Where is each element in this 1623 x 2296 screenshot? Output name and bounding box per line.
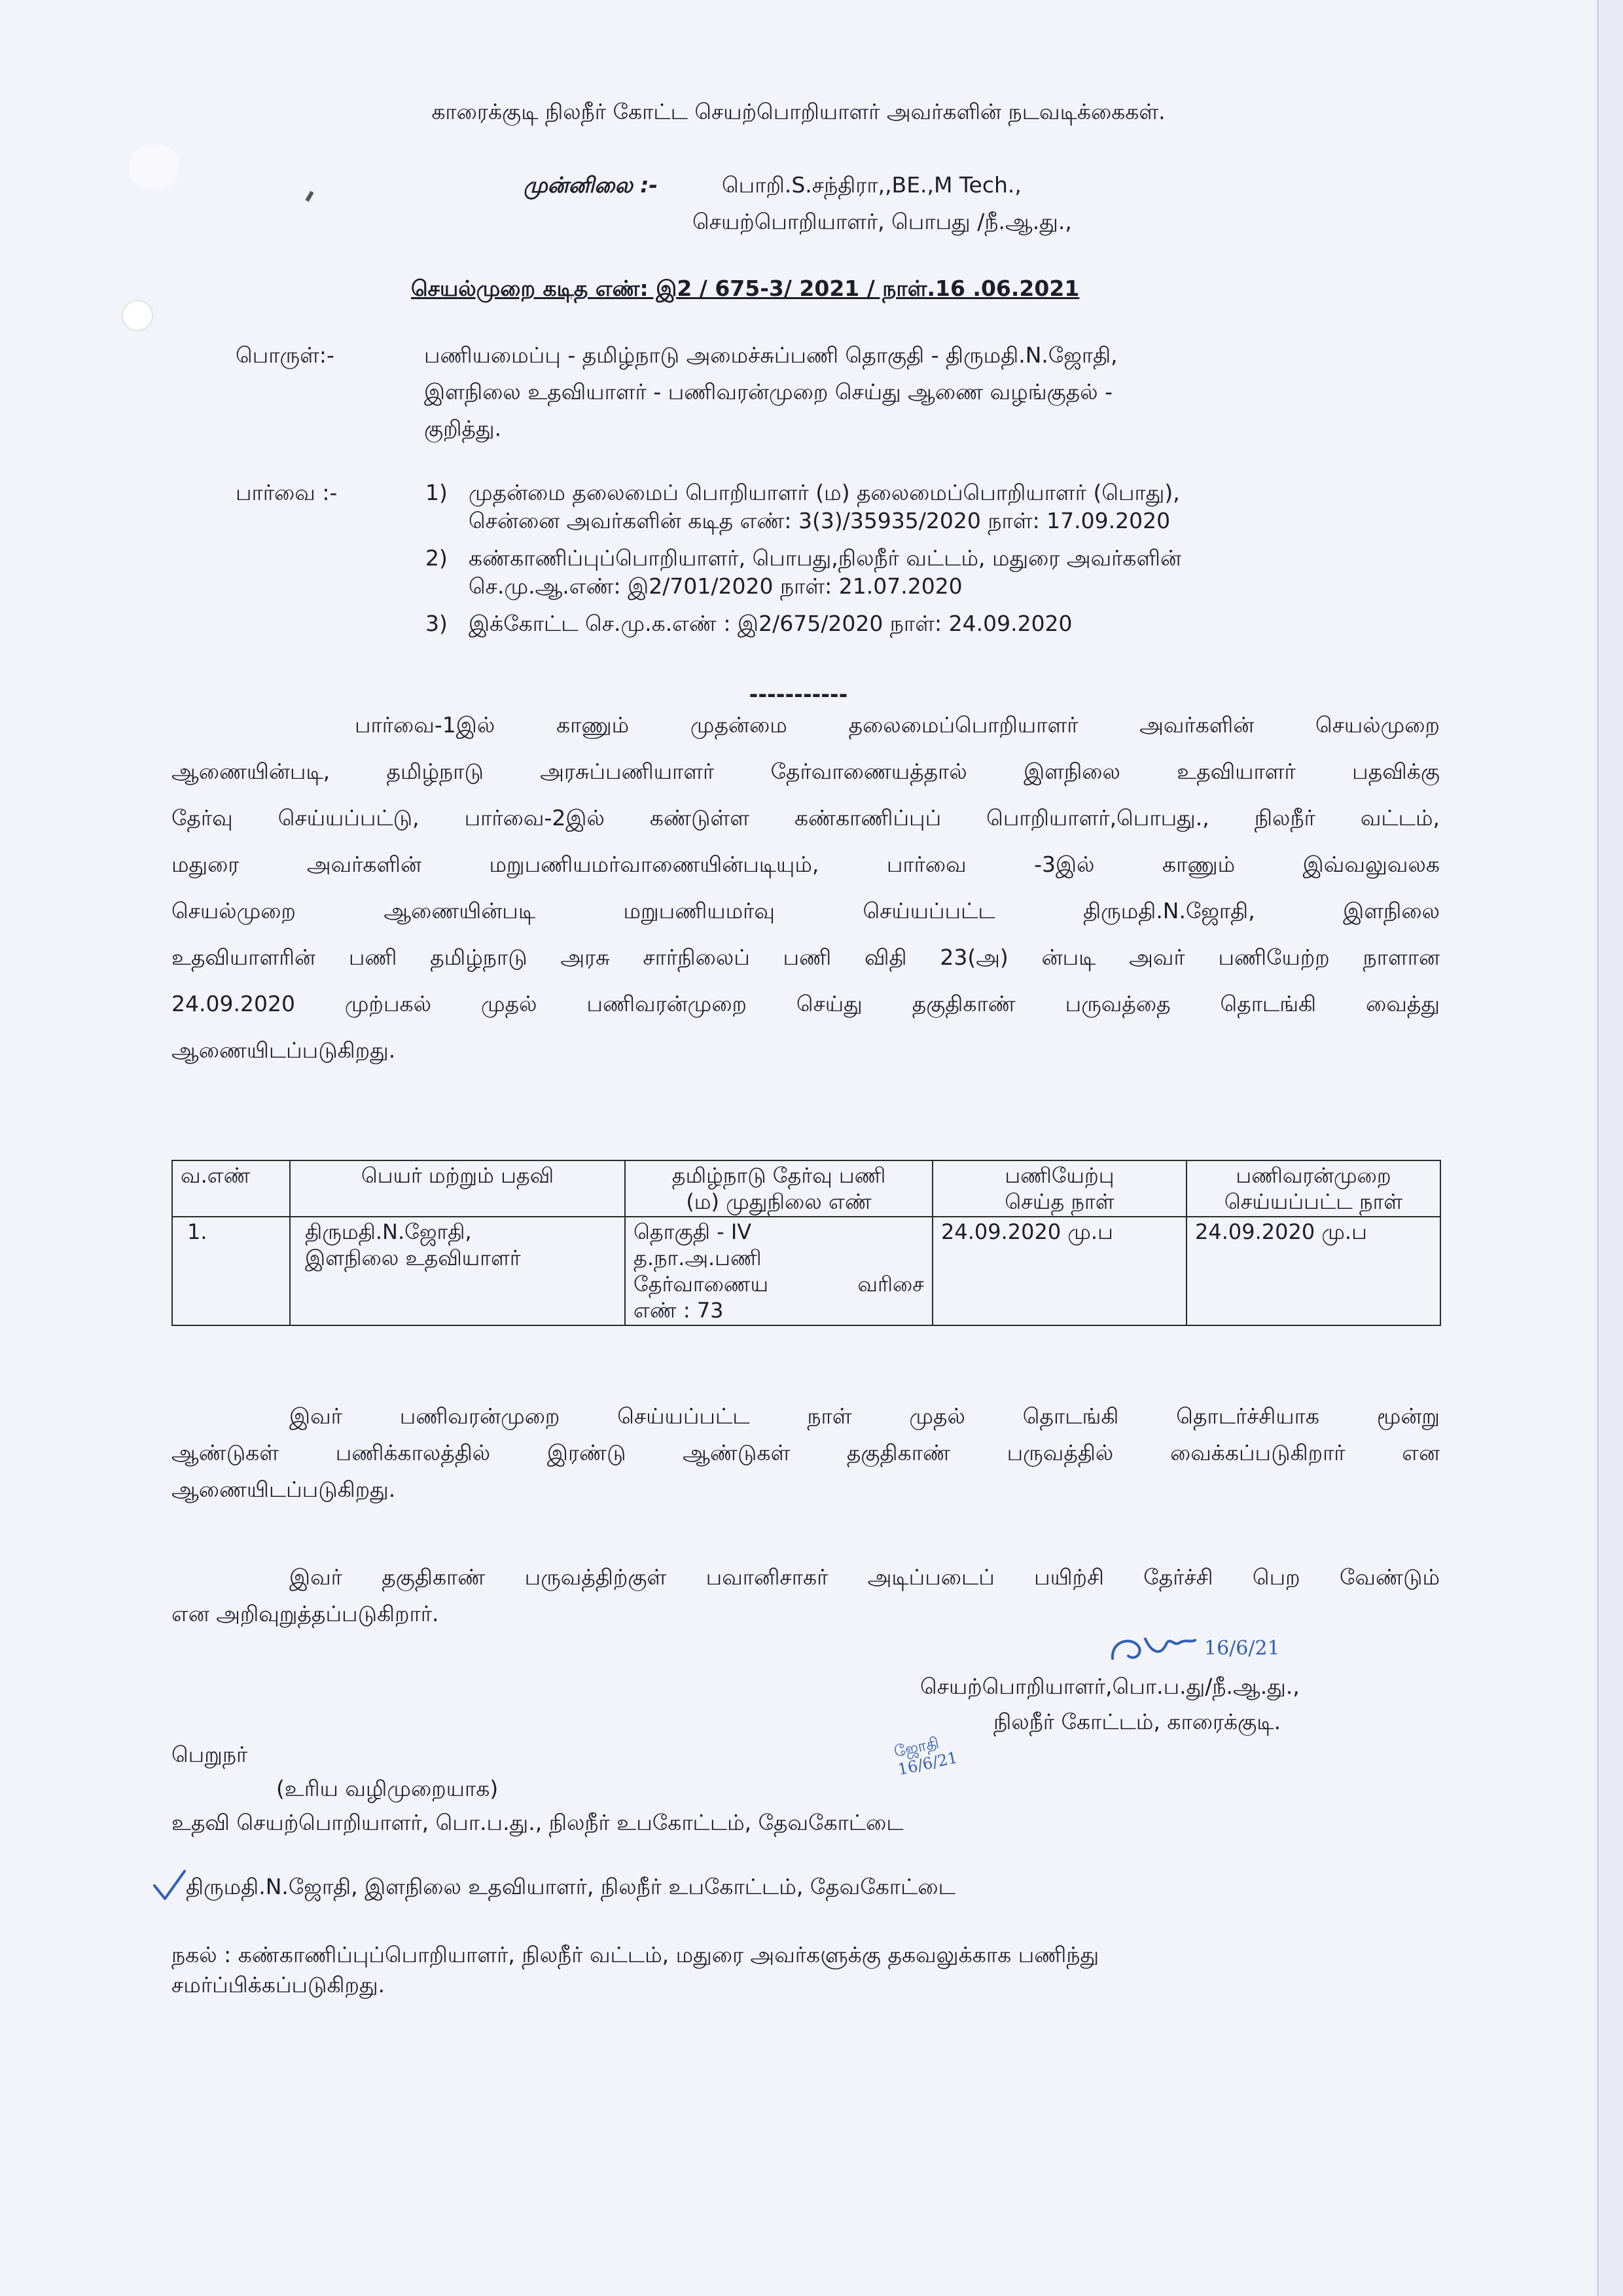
- paragraph-line: ஆண்டுகள் பணிக்காலத்தில் இரண்டு ஆண்டுகள் தகுதிகாண் பருவத்தில் வைக்கப்படுகிறார் என: [171, 1440, 1440, 1465]
- paragraph-line: ஆணையிடப்படுகிறது.: [171, 1037, 396, 1063]
- subject-label: பொருள்:-: [236, 342, 334, 368]
- copy-line: நகல் : கண்காணிப்புப்பொறியாளர், நிலநீர் வட்டம், மதுரை அவர்களுக்கு தகவலுக்காக பணிந்து: [171, 1942, 1099, 1967]
- body-paragraph-1: [171, 702, 1440, 1073]
- paragraph-line: மதுரை அவர்களின் மறுபணியமர்வாணையின்படியும், பார்வை -3இல் காணும் இவ்வலுவலக: [171, 852, 1440, 877]
- header-joining: பணியேற்பு செய்த நாள்: [933, 1160, 1186, 1217]
- presence-designation: செயற்பொறியாளர், பொபது /நீ.ஆ.து.,: [692, 209, 1072, 234]
- reference-line: முதன்மை தலைமைப் பொறியாளர் (ம) தலைமைப்பொறியாளர் (பொது),: [469, 480, 1180, 505]
- received-note: ஜோதி 16/6/21: [892, 1733, 959, 1779]
- references-label: பார்வை :-: [236, 480, 338, 505]
- signatory-office: நிலநீர் கோட்டம், காரைக்குடி.: [993, 1709, 1281, 1734]
- header-regularisation: பணிவரன்முறை செய்யப்பட்ட நாள்: [1186, 1160, 1440, 1217]
- paragraph-line: ஆணையின்படி, தமிழ்நாடு அரசுப்பணியாளர் தேர்வாணையத்தால் இளநிலை உதவியாளர் பதவிக்கு: [171, 759, 1440, 784]
- cell-sno: 1.: [172, 1217, 290, 1325]
- paragraph-line: பார்வை-1இல் காணும் முதன்மை தலைமைப்பொறியாளர் அவர்களின் செயல்முறை: [355, 712, 1440, 738]
- body-paragraph-3: [171, 1559, 1440, 1632]
- paragraph-line: இவர் தகுதிகாண் பருவத்திற்குள் பவானிசாகர் அடிப்படைப் பயிற்சி தேர்ச்சி பெற வேண்டும்: [289, 1564, 1440, 1590]
- punch-hole: [122, 300, 153, 331]
- subject-line-3: குறித்து.: [424, 416, 502, 441]
- header-name: பெயர் மற்றும் பதவி: [290, 1160, 625, 1217]
- paragraph-line: உதவியாளரின் பணி தமிழ்நாடு அரசு சார்நிலைப் பணி விதி 23(அ) ன்படி அவர் பணியேற்ற நாளான: [171, 944, 1440, 970]
- paragraph-line: தேர்வு செய்யப்பட்டு, பார்வை-2இல் கண்டுள்ள கண்காணிப்புப் பொறியாளர்,பொபது., நிலநீர் வட்டம்,: [171, 805, 1440, 831]
- header-sno: வ.எண்: [172, 1160, 290, 1217]
- presence-label: முன்னிலை :-: [524, 172, 658, 198]
- subject-line-1: பணியமைப்பு - தமிழ்நாடு அமைச்சுப்பணி தொகுதி - திருமதி.N.ஜோதி,: [424, 342, 1118, 368]
- reference-number: 3): [425, 611, 448, 636]
- recipients-label: பெறுநர்: [171, 1742, 248, 1767]
- paragraph-line: என அறிவுறுத்தப்படுகிறார்.: [171, 1601, 439, 1626]
- subject-line-2: இளநிலை உதவியாளர் - பணிவரன்முறை செய்து ஆணை வழங்குதல் -: [424, 379, 1113, 404]
- stray-mark: [305, 191, 313, 202]
- regularisation-table: [171, 1160, 1441, 1326]
- signature-date: 16/6/21: [1204, 1637, 1280, 1660]
- header-seniority: தமிழ்நாடு தேர்வு பணி (ம) முதுநிலை எண்: [625, 1160, 933, 1217]
- recipient-line: திருமதி.N.ஜோதி, இளநிலை உதவியாளர், நிலநீர் உபகோட்டம், தேவகோட்டை: [186, 1874, 955, 1899]
- recipients-channel: (உரிய வழிமுறையாக): [276, 1776, 499, 1801]
- copy-line: சமர்ப்பிக்கப்படுகிறது.: [171, 1972, 385, 1998]
- cell-name: திருமதி.N.ஜோதி, இளநிலை உதவியாளர்: [290, 1217, 625, 1325]
- signature-initial: [1106, 1627, 1302, 1673]
- office-title: காரைக்குடி நிலநீர் கோட்ட செயற்பொறியாளர் அவர்களின் நடவடிக்கைகள்.: [431, 99, 1166, 124]
- table-row: [172, 1217, 1440, 1325]
- tick-mark-icon: [152, 1869, 186, 1903]
- separator: -----------: [749, 681, 848, 707]
- reference-line: சென்னை அவர்களின் கடித எண்: 3(3)/35935/2020 நாள்: 17.09.2020: [469, 508, 1171, 533]
- cell-joining-date: 24.09.2020 மு.ப: [933, 1217, 1186, 1325]
- paper-smudge: [130, 145, 178, 188]
- paragraph-line: ஆணையிடப்படுகிறது.: [171, 1477, 396, 1502]
- reference-line: செ.மு.ஆ.எண்: இ2/701/2020 நாள்: 21.07.2020: [469, 573, 963, 599]
- paragraph-line: இவர் பணிவரன்முறை செய்யப்பட்ட நாள் முதல் தொடங்கி தொடர்ச்சியாக மூன்று: [289, 1403, 1440, 1429]
- body-paragraph-2: [171, 1398, 1440, 1508]
- paragraph-line: செயல்முறை ஆணையின்படி மறுபணியமர்வு செய்யப்பட்ட திருமதி.N.ஜோதி, இளநிலை: [171, 898, 1440, 924]
- reference-number: 2): [425, 545, 448, 571]
- paragraph-line: 24.09.2020 முற்பகல் முதல் பணிவரன்முறை செய்து தகுதிகாண் பருவத்தை தொடங்கி வைத்து: [171, 991, 1440, 1016]
- letter-reference: செயல்முறை கடித எண்: இ2 / 675-3/ 2021 / நாள்.16 .06.2021: [411, 276, 1080, 301]
- reference-line: கண்காணிப்புப்பொறியாளர், பொபது,நிலநீர் வட்டம், மதுரை அவர்களின்: [469, 545, 1182, 571]
- reference-line: இக்கோட்ட செ.மு.க.எண் : இ2/675/2020 நாள்: 24.09.2020: [469, 611, 1073, 636]
- recipient-line: உதவி செயற்பொறியாளர், பொ.ப.து., நிலநீர் உபகோட்டம், தேவகோட்டை: [171, 1810, 904, 1835]
- cell-regularisation-date: 24.09.2020 மு.ப: [1186, 1217, 1440, 1325]
- signatory-designation: செயற்பொறியாளர்,பொ.ப.து/நீ.ஆ.து.,: [920, 1674, 1300, 1699]
- table-header-row: [172, 1160, 1440, 1217]
- reference-number: 1): [425, 480, 448, 505]
- cell-seniority: தொகுதி - IV த.நா.அ.பணி தேர்வாணைய வரிசை எண் : 73: [625, 1217, 933, 1325]
- presence-name: பொறி.S.சந்திரா,,BE.,M Tech.,: [722, 172, 1022, 198]
